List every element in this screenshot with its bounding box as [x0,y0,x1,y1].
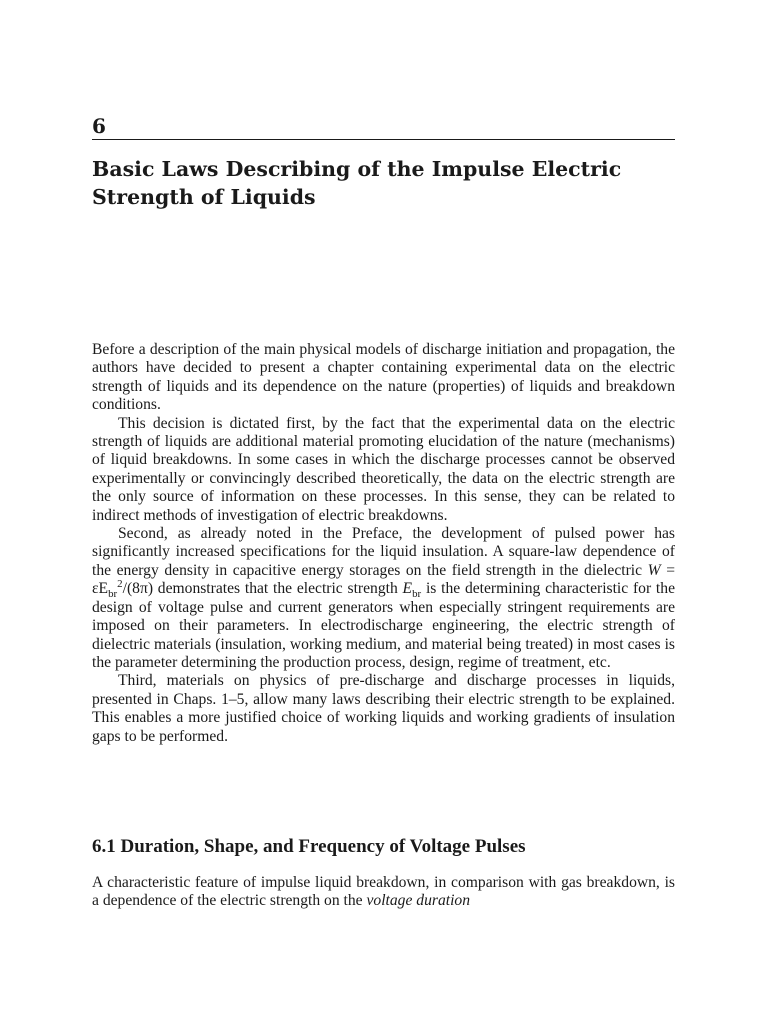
chapter-title: Basic Laws Describing of the Impulse Electric Strength of Liquids [92,157,622,209]
paragraph-2: This decision is dictated first, by the fact that the experimental data on the electric strength of liquids are additional material promoting elucidation of the nature (mechanisms) of liquid breakdowns. In some cases in which the discharge processes cannot be observed experimentally or convincingly described theoretically, the data on the electric strength are the only source of information on these processes. In this sense, they can be related to indirect methods of investigation of electric breakdowns. [92,414,675,524]
section-text-italic: voltage duration [366,892,471,910]
e-subscript: br [412,588,422,601]
section-text [92,874,675,911]
chapter-number: 6 [92,114,106,138]
section-paragraph [92,874,675,911]
chapter-introduction [92,341,675,746]
formula-sub: br [108,588,118,601]
section-text-part-a: A characteristic feature of impulse liquid breakdown, in comparison with gas breakdown, is a dependence of the electric strength on the [92,874,675,910]
paragraph-3-part-b: demonstrates that the electric strength [153,580,403,598]
formula-w: W [647,561,661,579]
paragraph-3 [92,525,675,672]
section-heading: 6.1 Duration, Shape, and Frequency of Voltage Pulses [92,836,526,857]
paragraph-3-part-c: is the determining characteristic for the design of voltage pulse and current generators when especially stringent requirements are imposed on their parameters. In electrodischarge engineering, the electric strength of dielectric materials (insulation, working medium, and material being treated) in most cases is the parameter determining the production process, design, regime of treatment, etc. [92,580,675,671]
chapter-rule [92,139,675,140]
formula-eq: = εE [92,561,676,598]
formula-rest: /(8π) [122,580,154,598]
e-symbol: E [402,580,413,598]
paragraph-1: Before a description of the main physical models of discharge initiation and propagation, the authors have decided to present a chapter containing experimental data on the electric strength of liquids and its dependence on the nature (properties) of liquids and breakdown conditions. [92,341,675,414]
paragraph-4: Third, materials on physics of pre-discharge and discharge processes in liquids, presented in Chaps. 1–5, allow many laws describing their electric strength to be explained. This enables a more justified choice of working liquids and working gradients of insulation gaps to be performed. [92,672,675,745]
formula-sup: 2 [117,578,123,591]
paragraph-3-part-a: Second, as already noted in the Preface, the development of pulsed power has significantly increased specifications for the liquid insulation. A square-law dependence of the energy density in capacitive energy storages on the field strength in the dielectric [92,525,675,579]
